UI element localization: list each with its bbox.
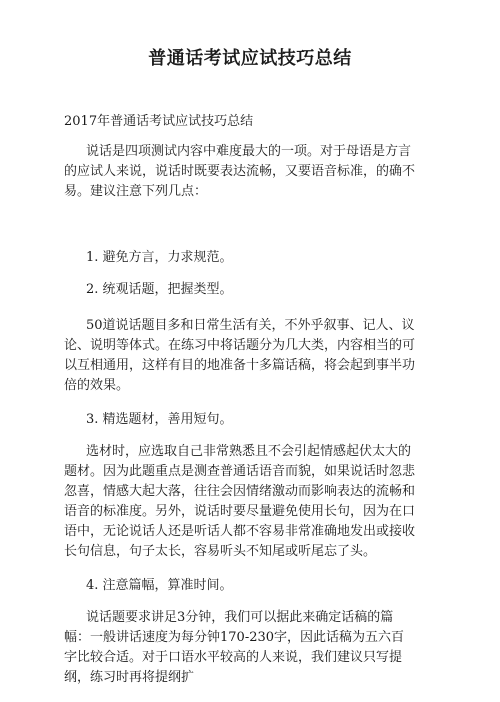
document-title: 普通话考试应试技巧总结	[148, 48, 352, 69]
document-subtitle: 2017年普通话考试应试技巧总结	[64, 114, 254, 129]
body-paragraph: 50道说话题目多和日常生活有关，不外乎叙事、记人、议论、说明等体式。在练习中将话题分为几大类，内容相当的可以互相通用，这样有目的地准备十多篇话稿，将会起到事半功倍的效果。	[64, 318, 416, 393]
tips-list	[64, 248, 416, 300]
tip-item: 2. 统观话题，把握类型。	[86, 282, 233, 297]
document-body	[64, 112, 416, 702]
tip-item: 4. 注意篇幅，算准时间。	[86, 578, 233, 593]
body-paragraph: 说话题要求讲足3分钟，我们可以据此来确定话稿的篇幅：一般讲话速度为每分钟170-230字，因此话稿为五六百字比较合适。对于口语水平较高的人来说，我们建议只写提纲，练习时再将提纲扩	[64, 610, 405, 685]
intro-paragraph: 说话是四项测试内容中难度最大的一项。对于母语是方言的应试人来说，说话时既要表达流畅，又要语音标准，的确不易。建议注意下列几点：	[64, 144, 416, 199]
tip-item: 3. 精选题材，善用短句。	[86, 412, 233, 427]
body-paragraph: 选材时，应选取自己非常熟悉且不会引起情感起伏太大的题材。因为此题重点是测查普通话语音而貌，如果说话时忽悲忽喜，情感大起大落，往往会因情绪激动而影响表达的流畅和语音的标准度。另外，说话时要尽量避免使用长句，因为在口语中，无论说话人还是听话人都不容易非常准确地发出或接收长句信息，句子太长，容易听头不知尾或听尾忘了头。	[64, 444, 416, 559]
tip-item: 1. 避免方言，力求规范。	[86, 250, 233, 265]
